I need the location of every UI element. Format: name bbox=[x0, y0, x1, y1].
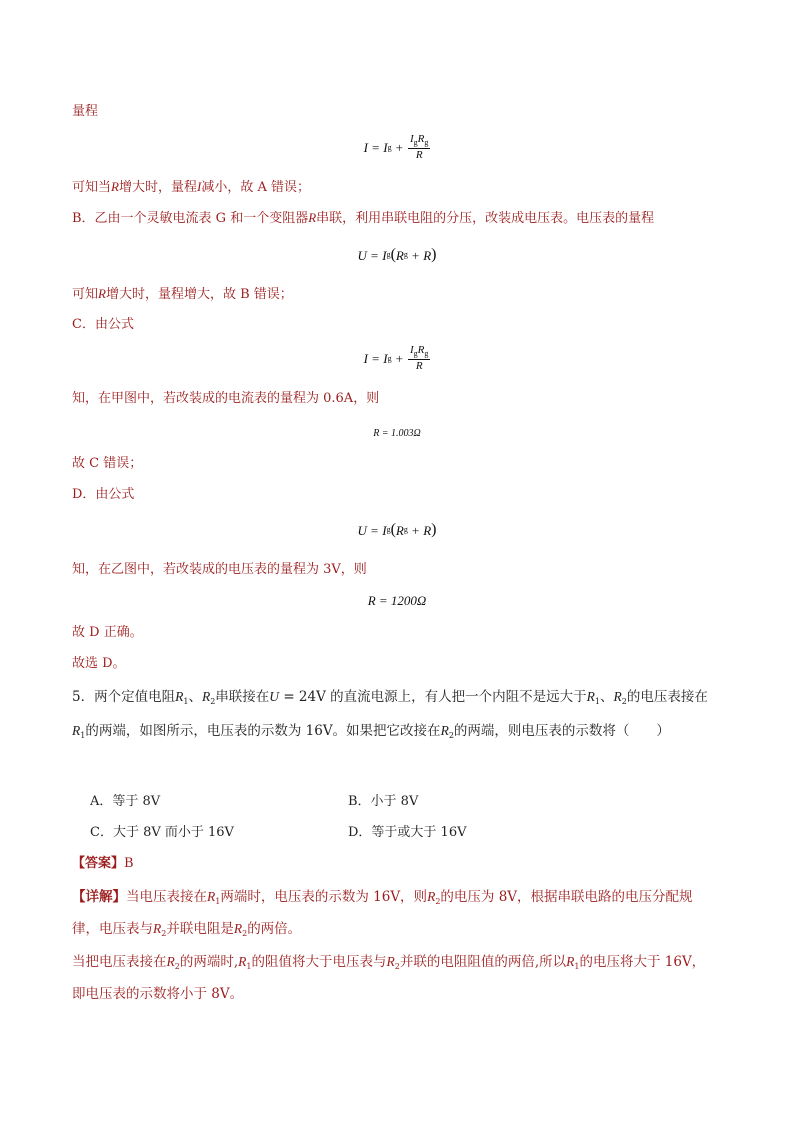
text-conclusion-b: 可知R增大时，量程增大，故 B 错误； bbox=[72, 286, 293, 302]
answer-value: B bbox=[124, 856, 134, 871]
equation-voltage-range: U = I g ( R g + R ) bbox=[357, 246, 437, 263]
text-range: 量程 bbox=[72, 104, 99, 119]
detail-line-4: 即电压表的示数将小于 8V。 bbox=[72, 986, 244, 1002]
equation-current-range: I = I g + $\frac{I_gR_g}{R}$ bbox=[363, 133, 429, 161]
text-choice-d: 故选 D。 bbox=[72, 656, 126, 671]
equation-voltage-range-2: U = I g ( R g + R ) bbox=[357, 521, 437, 538]
text-conclusion-c: 故 C 错误； bbox=[72, 456, 143, 471]
detail-line-2: 律，电压表与$R_2$并联电阻是$R_2$的两倍。 bbox=[72, 921, 302, 938]
detail-line-1: 【详解】当电压表接在$R_1$两端时，电压表的示数为 16V，则$R_2$的电压为 8V，根据串联电路的电压分配规 bbox=[72, 889, 693, 906]
text-conclusion-d: 故 D 正确。 bbox=[72, 625, 143, 640]
equation-r-voltage: R = 1200Ω bbox=[367, 593, 427, 608]
text-option-b-explain: B．乙由一个灵敏电流表 G 和一个变阻器R串联，利用串联电阻的分压，改装成电压表。电压表的量程 bbox=[72, 210, 655, 226]
answer bbox=[72, 857, 134, 870]
option-d[interactable]: D．等于或大于 16V bbox=[348, 825, 467, 840]
text-option-c-head: C．由公式 bbox=[72, 317, 134, 332]
question-5-line-1: 5．两个定值电阻$R_1$、$R_2$串联接在U = 24V 的直流电源上，有人把一个内阻不是远大于$R_1$、$R_2$的电压表接在 bbox=[72, 689, 708, 706]
text-conclusion-a: 可知当R增大时，量程I减小，故 A 错误； bbox=[72, 179, 310, 195]
option-a[interactable]: A．等于 8V bbox=[90, 794, 161, 809]
equation-r-current: R = 1.003Ω bbox=[373, 428, 421, 439]
option-b[interactable]: B．小于 8V bbox=[348, 794, 419, 809]
detail-line-3: 当把电压表接在$R_2$的两端时$,R_1$的阻值将大于电压表与$R_2$并联的电阻阻值的两倍,所以$R_1$的电压将大于 16V， bbox=[72, 954, 706, 971]
answer-label: 【答案】 bbox=[72, 856, 125, 871]
option-c[interactable]: C．大于 8V 而小于 16V bbox=[90, 825, 234, 840]
equation-current-range-2: I = I g + $\frac{I_gR_g}{R}$ bbox=[363, 344, 429, 372]
question-5-line-2: $R_1$的两端，如图所示，电压表的示数为 16V。如果把它改接在$R_2$的两端，则电压表的示数将（ ） bbox=[72, 723, 670, 740]
text-option-c-explain: 知，在甲图中，若改装成的电流表的量程为 0.6A，则 bbox=[72, 391, 380, 406]
text-option-d-explain: 知，在乙图中，若改装成的电压表的量程为 3V，则 bbox=[72, 562, 367, 577]
text-option-d-head: D．由公式 bbox=[72, 487, 135, 502]
